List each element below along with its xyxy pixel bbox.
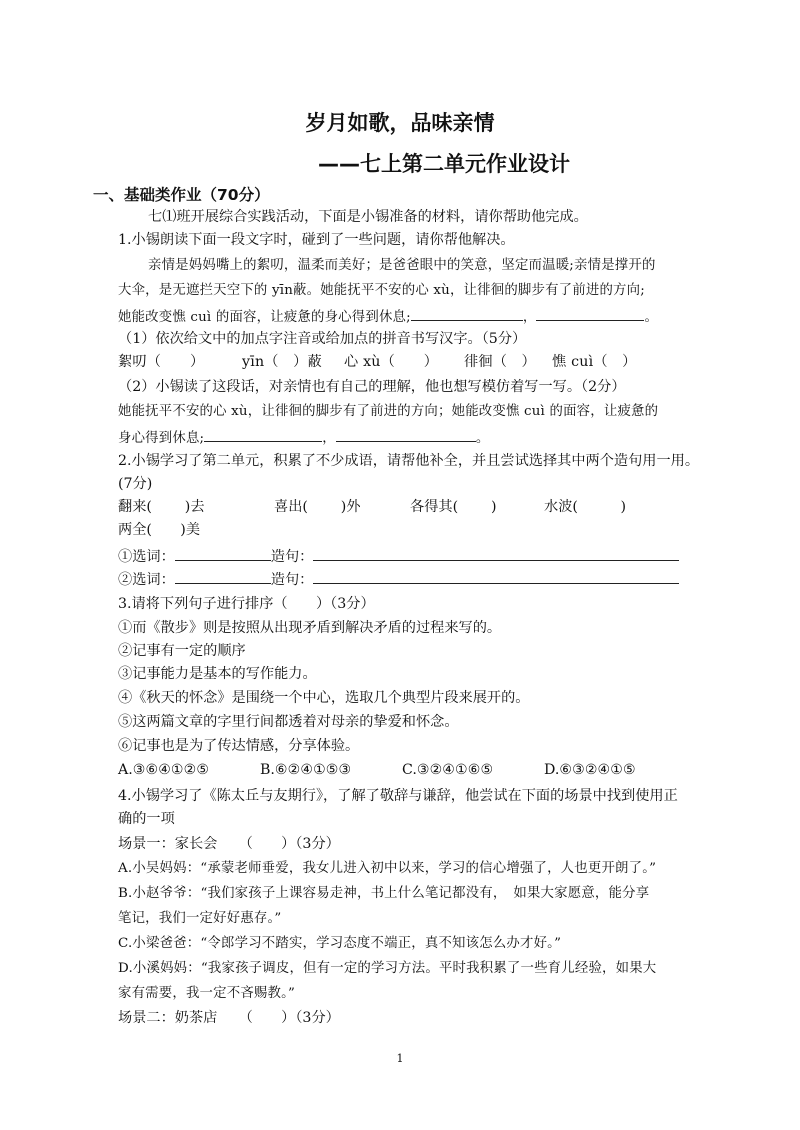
q2-idiom-4: 水波( ) — [544, 499, 627, 515]
q3-sentence-3: ③记事能力是基本的写作能力。 — [118, 666, 317, 682]
page-subtitle: ——七上第二单元作业设计 — [318, 152, 570, 176]
q2-idiom-2: 喜出( )外 — [274, 499, 361, 515]
q2-stem-line1: 2.小锡学习了第二单元，积累了不少成语，请帮他补全，并且尝试选择其中两个造句用一用。 — [118, 453, 700, 469]
q3-option-a[interactable]: A.③⑥④①②⑤ — [118, 762, 210, 778]
q2-stem-line2: (7分) — [118, 476, 153, 492]
q2-row-1 — [118, 546, 679, 567]
q2-select-label-1: ①选词： — [118, 549, 175, 565]
q1-field-2: yīn（ ）蔽 — [242, 354, 322, 370]
section-heading: 一、基础类作业（70分） — [93, 186, 270, 204]
q4-option-b-line1[interactable]: B.小赵爷爷：“我们家孩子上课容易走神，书上什么笔记都没有， 如果大家愿意，能分享 — [118, 886, 650, 901]
q4-scene-2: 场景二：奶茶店 （ ）（3分） — [118, 1010, 340, 1026]
q2-select-label-2: ②选词： — [118, 572, 175, 588]
intro-text: 七⑴班开展综合实践活动，下面是小锡准备的材料，请你帮助他完成。 — [148, 209, 588, 225]
q3-sentence-4: ④《秋天的怀念》是围绕一个中心，选取几个典型片段来展开的。 — [118, 690, 530, 706]
q3-stem: 3.请将下列句子进行排序（ ）（3分） — [118, 596, 375, 612]
q2-row-2 — [118, 569, 679, 590]
q3-sentence-5: ⑤这两篇文章的字里行间都透着对母亲的挚爱和怀念。 — [118, 714, 459, 730]
q2-idiom-3: 各得其( ) — [410, 499, 497, 515]
q3-sentence-2: ②记事有一定的顺序 — [118, 643, 246, 659]
q1-passage-text: 她能改变憔 cuì 的面容，让疲惫的身心得到休息; — [118, 310, 411, 325]
q2-idiom-1: 翻来( )去 — [118, 499, 205, 515]
q1-sub2-text: 身心得到休息; — [118, 431, 205, 446]
q1-sub2-line1: 她能抚平不安的心 xù，让徘徊的脚步有了前进的方向；她能改变憔 cuì 的面容，让疲惫的 — [118, 404, 659, 419]
page-number: 1 — [396, 1052, 404, 1065]
q1-sub1-stem: （1）依次给文中的加点字注音或给加点的拼音书写汉字。（5分） — [118, 331, 527, 347]
q2-idiom-5: 两全( )美 — [118, 522, 201, 538]
q1-field-4: 徘徊（ ） — [464, 354, 536, 370]
q4-option-a[interactable]: A.小吴妈妈：“承蒙老师垂爱，我女儿进入初中以来，学习的信心增强了，人也更开朗了。” — [118, 861, 657, 876]
q3-sentence-1: ①而《散步》则是按照从出现矛盾到解决矛盾的过程来写的。 — [118, 620, 502, 636]
q1-field-5: 憔 cuì（ ） — [552, 354, 637, 370]
q1-field-3: 心 xù（ ） — [344, 354, 439, 370]
q1-answer-blank-2[interactable] — [536, 306, 644, 321]
q1-answer-blank-1[interactable] — [411, 306, 523, 321]
page-title: 岁月如歌，品味亲情 — [305, 111, 495, 135]
q1-passage-line3: 她能改变憔 cuì 的面容，让疲惫的身心得到休息; ， 。 — [118, 306, 658, 328]
q1-passage-line1: 亲情是妈妈嘴上的絮叨，温柔而美好；是爸爸眼中的笑意，坚定而温暖;亲情是撑开的 — [148, 258, 656, 273]
q4-stem-line1: 4.小锡学习了《陈太丘与友期行》，了解了敬辞与谦辞，他尝试在下面的场景中找到使用正 — [118, 788, 678, 804]
q4-option-c[interactable]: C.小梁爸爸：“令郎学习不踏实，学习态度不端正，真不知该怎么办才好。” — [118, 936, 562, 951]
q4-stem-line2: 确的一项 — [118, 811, 175, 827]
q4-option-d-line1[interactable]: D.小溪妈妈：“我家孩子调皮，但有一定的学习方法。平时我积累了一些育儿经验，如果大 — [118, 961, 657, 976]
q2-select-blank-2[interactable] — [175, 569, 271, 584]
q3-option-b[interactable]: B.⑥②④①⑤③ — [260, 762, 352, 778]
q1-sub2-blank-1[interactable] — [204, 427, 322, 442]
q3-option-c[interactable]: C.③②④①⑥⑤ — [402, 762, 494, 778]
q3-sentence-6: ⑥记事也是为了传达情感，分享体验。 — [118, 738, 360, 754]
q1-field-1: 絮叨（ ） — [118, 354, 205, 370]
q2-sentence-blank-2[interactable] — [313, 569, 679, 584]
q2-sentence-label-1: 造句： — [270, 549, 314, 565]
q1-sub2-blank-2[interactable] — [336, 427, 476, 442]
q1-stem: 1.小锡朗读下面一段文字时，碰到了一些问题，请你帮他解决。 — [118, 232, 515, 248]
q1-passage-line2: 大伞，是无遮拦天空下的 yīn蔽。她能抚平不安的心 xù，让徘徊的脚步有了前进的方向; — [118, 283, 645, 298]
q1-sub2-line2: 身心得到休息; ， 。 — [118, 427, 489, 449]
q2-sentence-label-2: 造句： — [270, 572, 314, 588]
q1-sub2-stem: （2）小锡读了这段话，对亲情也有自己的理解，他也想写模仿着写一写。（2分） — [118, 379, 626, 395]
q2-select-blank-1[interactable] — [175, 546, 271, 561]
q4-option-d-line2: 家有需要，我一定不吝赐教。” — [118, 986, 296, 1001]
q4-option-b-line2: 笔记，我们一定好好惠存。” — [118, 911, 282, 926]
q4-scene-1: 场景一：家长会 （ ）（3分） — [118, 836, 340, 852]
q3-option-d[interactable]: D.⑥③②④①⑤ — [544, 762, 636, 778]
q2-sentence-blank-1[interactable] — [313, 546, 679, 561]
